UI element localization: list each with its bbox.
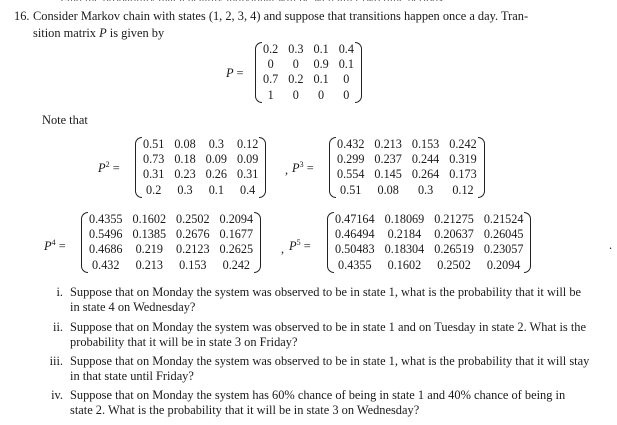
matrix-row [330, 242, 528, 257]
matrix-cell: 0.51 [340, 182, 362, 197]
matrix-cell: 0.09 [236, 152, 259, 167]
matrix-cell: 0.18069 [384, 212, 425, 226]
matrix-cell: 0.319 [449, 152, 477, 167]
matrix-cell: 0.3 [417, 182, 434, 197]
matrix-row [138, 152, 263, 167]
matrix-cell: 0 [318, 87, 325, 102]
matrix-cell: 0.153 [411, 137, 440, 151]
matrix-cell: 1 [267, 87, 274, 102]
matrix-cell: 0.1 [313, 72, 329, 87]
matrix-cell: 0.9 [313, 57, 329, 72]
right-bracket [254, 212, 261, 273]
matrix-cell: 0.153 [179, 257, 207, 272]
matrix-row [332, 152, 482, 167]
matrix-p5 [330, 212, 528, 273]
matrix-cell: 0.31 [236, 167, 259, 182]
left-bracket [135, 137, 142, 198]
matrix-cell: 0.432 [337, 137, 365, 151]
left-bracket [255, 42, 262, 103]
problem-intro-line1: Consider Markov chain with states (1, 2, 3, 4) and suppose that transitions happen once a day. Tran- [33, 9, 529, 23]
matrix-cell: 0.2502 [176, 212, 210, 226]
matrix-cell: 0.3 [177, 182, 193, 197]
matrix-cell: 0.09 [205, 152, 227, 167]
matrix-p-label: P = [226, 66, 244, 80]
question-number: iii. [49, 354, 63, 368]
matrix-cell: 0.237 [374, 152, 402, 167]
matrix-cell: 0.12 [236, 137, 259, 151]
matrix-p4-label: $P^4$ = [44, 238, 66, 254]
question-text: Suppose that on Monday the system has 60% chance of being in state 1 and 40% chance of being in state 2. What is the probability that it will be in state 3 on Wednesday? [70, 388, 566, 417]
matrix-cell: 0.26519 [434, 242, 474, 257]
matrix-row [84, 258, 258, 273]
matrix-row [258, 88, 359, 103]
matrix-cell: 0.244 [411, 152, 440, 167]
matrix-row [138, 167, 263, 182]
matrix-cell: 0.2 [263, 42, 279, 56]
matrix-cell: 0.2094 [219, 212, 254, 226]
matrix-row [332, 183, 482, 198]
matrix-cell: 0.213 [135, 257, 163, 272]
question-number: i. [56, 285, 63, 299]
matrix-cell: 0 [343, 72, 350, 87]
matrix-p3-label: $P^3$ = [292, 160, 314, 176]
right-bracket [478, 137, 485, 198]
matrix-cell: 0.213 [374, 137, 402, 151]
matrix-row [138, 137, 263, 152]
matrix-cell: 0.2 [288, 72, 304, 87]
matrix-cell: 0.145 [374, 167, 402, 182]
matrix-table [258, 42, 359, 103]
matrix-cell: 0.2676 [176, 227, 210, 242]
matrix-cell: 0.4355 [338, 257, 372, 272]
right-bracket [524, 212, 531, 273]
comma-separator: , [281, 242, 285, 256]
matrix-table [330, 212, 528, 273]
matrix-row [138, 183, 263, 198]
matrix-cell: 0.18 [174, 152, 196, 167]
question-text: Suppose that on Monday the system was observed to be in state 1, what is the probability that it will stay in that state until Friday? [70, 354, 590, 383]
right-bracket [355, 42, 362, 103]
matrix-p4 [84, 212, 258, 273]
matrix-cell: 0.264 [411, 167, 440, 182]
note-text: Note that [42, 113, 88, 127]
matrix-cell: 0.242 [449, 137, 477, 151]
matrix-cell: 0 [343, 87, 350, 102]
matrix-cell: 0 [292, 57, 299, 72]
matrix-p [258, 42, 359, 103]
matrix-cell: 0.26045 [483, 227, 524, 242]
matrix-cell: 0.46494 [335, 227, 375, 242]
matrix-cell: 0.1 [338, 57, 354, 72]
matrix-cell: 0 [292, 87, 299, 102]
matrix-cell: 0.1 [208, 182, 224, 197]
matrix-cell: 0.31 [143, 167, 165, 182]
matrix-row [84, 242, 258, 257]
matrix-cell: 0.73 [143, 152, 165, 167]
matrix-cell: 0.4 [338, 42, 354, 56]
matrix-cell: 0.1602 [132, 212, 167, 226]
matrix-cell: 0.26 [205, 167, 227, 182]
matrix-cell: 0.2123 [176, 242, 210, 257]
matrix-row [84, 227, 258, 242]
matrix-row [258, 57, 359, 72]
comma-separator: , [285, 163, 289, 177]
matrix-cell: 0.173 [449, 167, 477, 182]
question-number: iv. [51, 388, 63, 402]
matrix-cell: 0.242 [222, 257, 251, 272]
matrix-cell: 0.23057 [483, 242, 524, 257]
matrix-cell: 0.554 [337, 167, 365, 182]
matrix-cell: 0.12 [452, 182, 474, 197]
right-bracket [259, 137, 266, 198]
matrix-cell: 0.1 [313, 42, 329, 56]
matrix-table [84, 212, 258, 273]
matrix-cell: 0.2502 [437, 257, 471, 272]
matrix-cell: 0.5496 [89, 227, 123, 242]
matrix-cell: 0.21524 [483, 212, 524, 226]
matrix-cell: 0.219 [135, 242, 163, 257]
matrix-cell: 0.1677 [219, 227, 254, 242]
matrix-cell: 0.4686 [89, 242, 123, 257]
matrix-row [258, 42, 359, 57]
matrix-cell: 0.50483 [335, 242, 375, 257]
matrix-cell: 0.1385 [132, 227, 167, 242]
matrix-p3 [332, 137, 482, 198]
matrix-cell: 0.47164 [335, 212, 375, 226]
matrix-cell: 0.2094 [486, 257, 521, 272]
left-bracket [329, 137, 336, 198]
matrix-cell: 0.299 [337, 152, 365, 167]
matrix-cell: 0.7 [263, 72, 279, 87]
matrix-p5-label: $P^5$ = [289, 238, 311, 254]
matrix-cell: 0.2184 [387, 227, 422, 242]
question-text: Suppose that on Monday the system was observed to be in state 1 and on Tuesday in state 2. What is the probability that it will be in state 3 on Friday? [70, 320, 586, 349]
matrix-row [330, 227, 528, 242]
question-number: ii. [53, 320, 63, 334]
period-end: . [609, 238, 613, 252]
matrix-p2 [138, 137, 263, 198]
matrix-cell: 0.3 [208, 137, 224, 151]
matrix-cell: 0.2 [146, 182, 162, 197]
left-bracket [327, 212, 334, 273]
matrix-cell: 0.23 [174, 167, 196, 182]
matrix-cell: 0.51 [143, 137, 165, 151]
matrix-row [330, 212, 528, 227]
matrix-cell: 0 [267, 57, 274, 72]
matrix-cell: 0.18304 [384, 242, 425, 257]
question-text: Suppose that on Monday the system was observed to be in state 1, what is the probability that it will be in state 4 on Wednesday? [70, 285, 582, 314]
cut-off-previous-line [60, 0, 480, 1]
matrix-row [332, 167, 482, 182]
matrix-cell: 0.2625 [219, 242, 254, 257]
problem-number: 16. [14, 9, 30, 23]
matrix-row [330, 258, 528, 273]
matrix-cell: 0.4355 [89, 212, 123, 226]
matrix-cell: 0.08 [174, 137, 196, 151]
left-bracket [81, 212, 88, 273]
matrix-cell: 0.08 [377, 182, 399, 197]
matrix-p2-label: $P^2$ = [98, 160, 120, 176]
problem-intro-line2: sition matrix P is given by [33, 26, 165, 40]
matrix-cell: 0.1602 [387, 257, 422, 272]
matrix-cell: 0.4 [240, 182, 256, 197]
matrix-cell: 0.432 [92, 257, 120, 272]
matrix-cell: 0.3 [288, 42, 304, 56]
matrix-cell: 0.20637 [434, 227, 474, 242]
matrix-table [138, 137, 263, 198]
matrix-row [332, 137, 482, 152]
matrix-row [84, 212, 258, 227]
matrix-row [258, 72, 359, 87]
matrix-cell: 0.21275 [434, 212, 474, 226]
matrix-table [332, 137, 482, 198]
